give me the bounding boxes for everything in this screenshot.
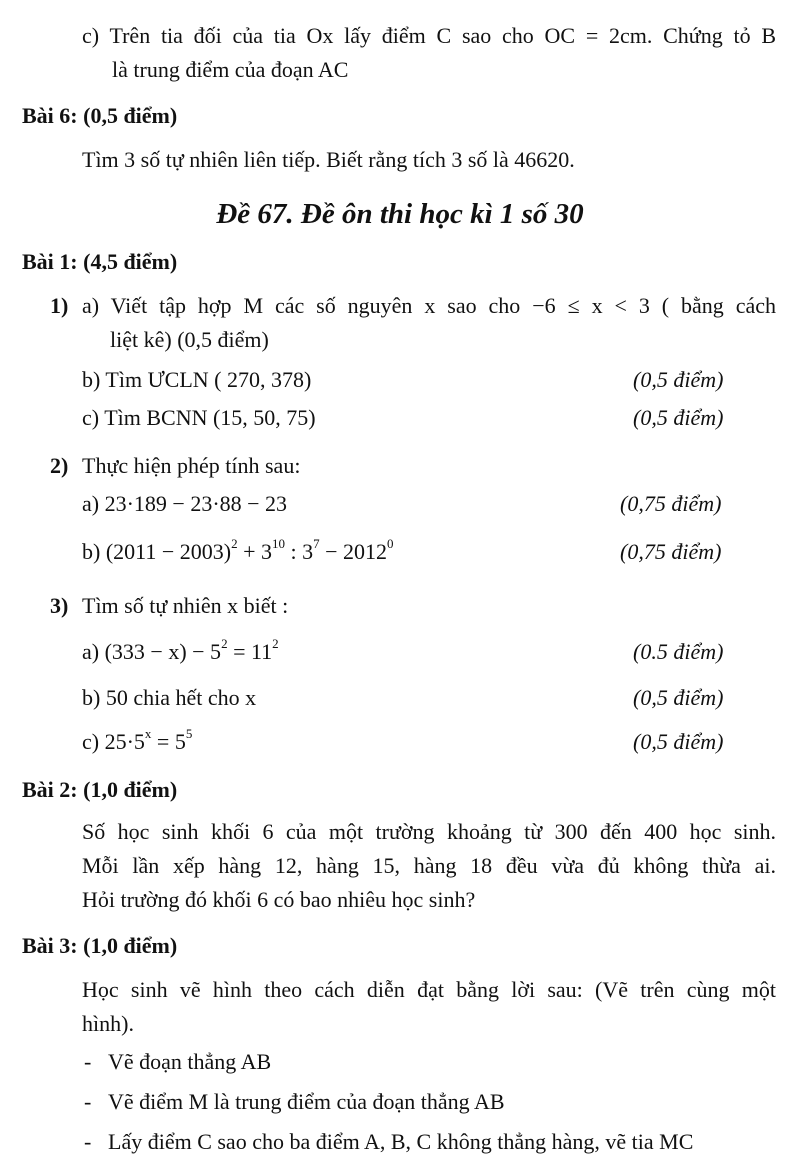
part2-b-div: : 3 <box>285 539 314 564</box>
part3-c-expression <box>82 728 192 756</box>
part1-number: 1) <box>50 293 69 318</box>
part2-b-expression <box>82 538 394 566</box>
bai3-item2: Vẽ điểm M là trung điểm của đoạn thẳng AB <box>108 1089 505 1114</box>
part3-c-exp1: x <box>144 726 152 741</box>
part2-b-exp3: 7 <box>313 536 320 551</box>
part2-b-prefix: b) <box>82 539 101 564</box>
part3-c-score: (0,5 điểm) <box>633 729 724 754</box>
part3-c-prefix: c) <box>82 729 100 754</box>
part3-a-eq: = 11 <box>227 639 273 664</box>
part3-a-expression <box>82 638 279 666</box>
exam-title: Đề 67. Đề ôn thi học kì 1 số 30 <box>216 198 584 230</box>
bai3-item2-dash: - <box>84 1089 92 1114</box>
bai3-item1: Vẽ đoạn thẳng AB <box>108 1049 272 1074</box>
part2-a-score: (0,75 điểm) <box>620 491 722 516</box>
bai6-heading: Bài 6: (0,5 điểm) <box>22 103 178 128</box>
part3-c-expr: 25·5 <box>104 729 145 754</box>
part3-number: 3) <box>50 593 69 618</box>
bai2-line2: Mỗi lần xếp hàng 12, hàng 15, hàng 18 đều vừa đủ không thừa ai. <box>82 853 776 878</box>
part3-a-score: (0.5 điểm) <box>633 639 724 664</box>
part2-label: Thực hiện phép tính sau: <box>82 453 301 478</box>
part1-c-text: c) Tìm BCNN (15, 50, 75) <box>82 405 316 430</box>
part3-b-text: b) 50 chia hết cho x <box>82 685 257 710</box>
part3-a-exp1: 2 <box>221 636 228 651</box>
part2-b-base: (2011 − 2003) <box>105 539 232 564</box>
prev-item-c-line1: c) Trên tia đối của tia Ox lấy điểm C sao cho OC = 2cm. Chứng tỏ B <box>82 23 776 48</box>
part3-c-exp2: 5 <box>185 726 193 741</box>
part2-b-minus: − 2012 <box>319 539 388 564</box>
part2-b-exp4: 0 <box>387 536 394 551</box>
part2-number: 2) <box>50 453 69 478</box>
bai3-item3: Lấy điểm C sao cho ba điểm A, B, C không thẳng hàng, vẽ tia MC <box>108 1129 694 1154</box>
bai2-heading: Bài 2: (1,0 điểm) <box>22 777 178 802</box>
bai2-line3: Hỏi trường đó khối 6 có bao nhiêu học sinh? <box>82 887 476 912</box>
part1-a-line2: liệt kê) (0,5 điểm) <box>110 327 269 352</box>
bai1-heading: Bài 1: (4,5 điểm) <box>22 249 178 274</box>
part2-b-exp2: 10 <box>272 536 285 551</box>
bai3-heading: Bài 3: (1,0 điểm) <box>22 933 178 958</box>
part1-a-line1: a) Viết tập hợp M các số nguyên x sao cho −6 ≤ x < 3 ( bằng cách <box>82 293 776 318</box>
part1-c-score: (0,5 điểm) <box>633 405 724 430</box>
part3-c-eq: = 5 <box>151 729 186 754</box>
part2-b-plus: + 3 <box>237 539 272 564</box>
bai3-item1-dash: - <box>84 1049 92 1074</box>
bai3-item3-dash: - <box>84 1129 92 1154</box>
part1-b-score: (0,5 điểm) <box>633 367 724 392</box>
part3-a-expr: (333 − x) − 5 <box>104 639 222 664</box>
part3-a-exp2: 2 <box>272 636 279 651</box>
part2-b-exp1: 2 <box>231 536 238 551</box>
prev-item-c-line2: là trung điểm của đoạn AC <box>112 57 349 82</box>
bai3-line1: Học sinh vẽ hình theo cách diễn đạt bằng lời sau: (Vẽ trên cùng một <box>82 977 776 1002</box>
bai3-line2: hình). <box>82 1011 134 1036</box>
part3-a-prefix: a) <box>82 639 100 664</box>
part2-a-text: a) 23·189 − 23·88 − 23 <box>82 491 288 516</box>
bai6-text: Tìm 3 số tự nhiên liên tiếp. Biết rằng tích 3 số là 46620. <box>82 147 575 172</box>
part2-b-score: (0,75 điểm) <box>620 539 722 564</box>
part3-label: Tìm số tự nhiên x biết : <box>82 593 289 618</box>
part3-b-score: (0,5 điểm) <box>633 685 724 710</box>
part1-b-text: b) Tìm ƯCLN ( 270, 378) <box>82 367 312 392</box>
bai2-line1: Số học sinh khối 6 của một trường khoảng từ 300 đến 400 học sinh. <box>82 819 776 844</box>
